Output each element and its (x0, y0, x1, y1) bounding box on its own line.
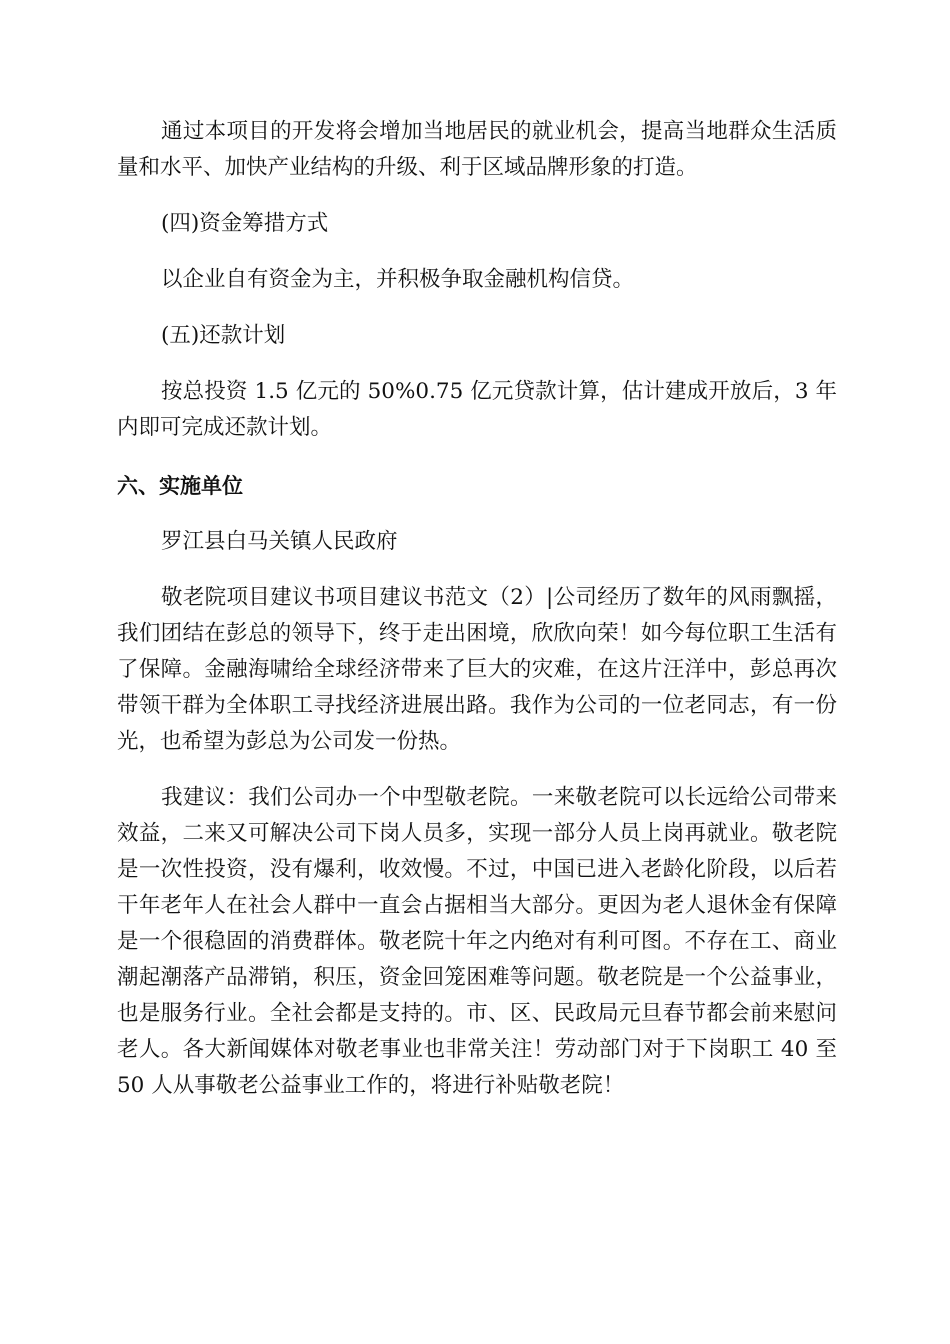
section-heading-implementing-unit: 六、实施单位 (117, 474, 243, 498)
paragraph-proposal-suggestion: 我建议：我们公司办一个中型敬老院。一来敬老院可以长远给公司带来效益，二来又可解决公司下岗人员多，实现一部分人员上岗再就业。敬老院是一次性投资，没有爆利，收效慢。不过，中国已进入老龄化阶段，以后若干年老年人在社会人群中一直会占据相当大部分。更因为老人退休金有保障是一个很稳固的消费群体。敬老院十年之内绝对有利可图。不存在工、商业潮起潮落产品滞销，积压，资金回笼困难等问题。敬老院是一个公益事业，也是服务行业。全社会都是支持的。市、区、民政局元旦春节都会前来慰问老人。各大新闻媒体对敬老事业也非常关注！劳动部门对于下岗职工 40 至 50 人从事敬老公益事业工作的，将进行补贴敬老院！ (117, 785, 837, 1098)
paragraph-proposal-intro: 敬老院项目建议书项目建议书范文（2）|公司经历了数年的风雨飘摇，我们团结在彭总的领导下，终于走出困境，欣欣向荣！如今每位职工生活有了保障。金融海啸给全球经济带来了巨大的灾难，在这片汪洋中，彭总再次带领干群为全体职工寻找经济进展出路。我作为公司的一位老同志，有一份光，也希望为彭总为公司发一份热。 (117, 585, 837, 754)
paragraph-employment-benefits: 通过本项目的开发将会增加当地居民的就业机会，提高当地群众生活质量和水平、加快产业结构的升级、利于区域品牌形象的打造。 (117, 119, 837, 180)
document-body (117, 114, 837, 1104)
subheading-repayment-plan: (五)还款计划 (161, 323, 286, 348)
subheading-funding-method: (四)资金筹措方式 (161, 211, 329, 236)
paragraph-repayment-details: 按总投资 1.5 亿元的 50%0.75 亿元贷款计算，估计建成开放后，3 年内即可完成还款计划。 (117, 379, 837, 440)
paragraph-funding-source: 以企业自有资金为主，并积极争取金融机构信贷。 (161, 267, 635, 292)
paragraph-implementing-unit-name: 罗江县白马关镇人民政府 (161, 529, 398, 554)
